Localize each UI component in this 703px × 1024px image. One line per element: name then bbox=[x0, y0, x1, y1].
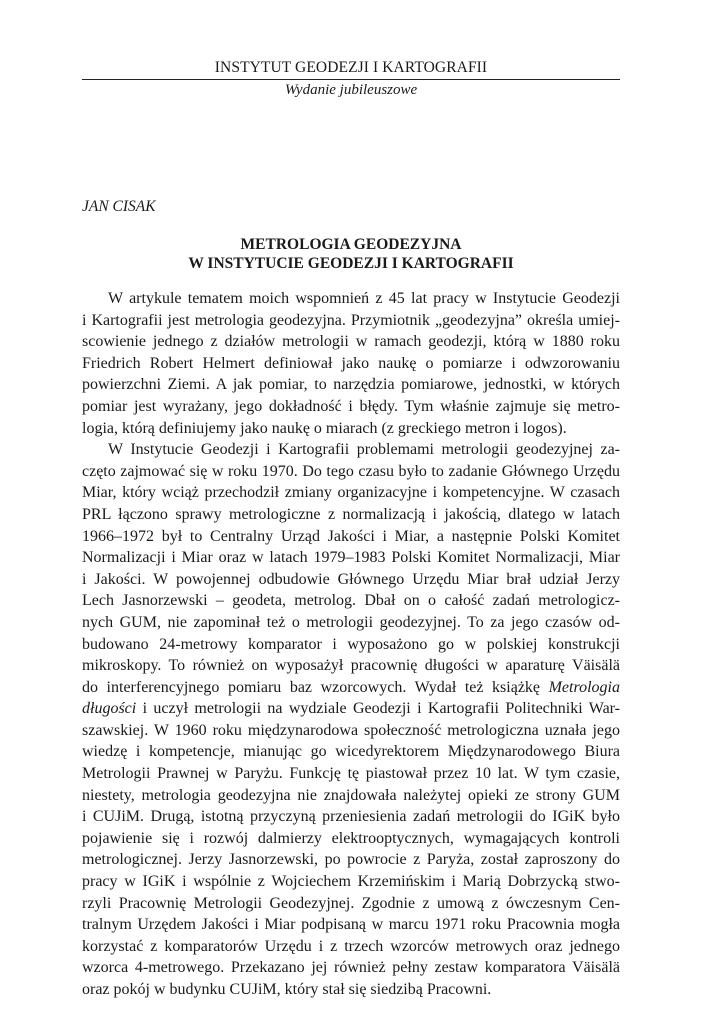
header-institute: INSTYTUT GEODEZJI I KARTOGRAFII bbox=[214, 59, 488, 76]
text-line: i CUJiM. Drugą, istotną przyczyną przeniesienia zadań metrologii do IGiK było bbox=[82, 808, 620, 826]
book-title: Metrologia bbox=[548, 678, 620, 696]
text-line: mikroskopy. To również on wyposażył pracownię długości w aparaturę Väisälä bbox=[82, 657, 620, 675]
article-body bbox=[82, 288, 620, 1001]
article-title bbox=[82, 235, 620, 273]
text-line: 1966–1972 był to Centralny Urząd Jakości i Miar, a następnie Polski Komitet bbox=[82, 527, 620, 545]
text-line: nych GUM, nie zapominał też o metrologii geodezyjnej. To za jego czasów od- bbox=[82, 613, 620, 631]
text-line: scowienie jednego z działów metrologii w ramach geodezji, którą w 1880 roku bbox=[82, 333, 620, 351]
text-fragment: i uczył metrologii na wydziale Geodezji i Kartografii Politechniki War- bbox=[136, 700, 620, 718]
text-line: wzorca 4-metrowego. Przekazano jej również pełny zestaw komparatora Väisälä bbox=[82, 959, 620, 977]
text-line: pojawienie się i rozwój dalmierzy elektrooptycznych, wymagających kontroli bbox=[82, 829, 620, 847]
book-title-cont: długości bbox=[82, 700, 137, 718]
text-line: korzystać z komparatorów Urzędu i z trzech wzorców metrowych oraz jednego bbox=[82, 937, 620, 955]
text-line: szawskiej. W 1960 roku międzynarodowa społeczność metrologiczna uznała jego bbox=[82, 721, 620, 739]
text-line: metrologicznej. Jerzy Jasnorzewski, po powrocie z Paryża, został zaproszony do bbox=[82, 851, 620, 869]
text-line: niestety, metrologia geodezyjna nie znajdowała należytej opieki ze strony GUM bbox=[82, 786, 620, 804]
text-line: Normalizacji i Miar oraz w latach 1979–1983 Polski Komitet Normalizacji, Miar bbox=[82, 549, 620, 567]
text-line: Miar, który wciąż przechodził zmiany organizacyjne i kompetencyjne. W czasach bbox=[82, 484, 620, 502]
text-line: tralnym Urzędem Jakości i Miar podpisaną w marcu 1971 roku Pracownia mogła bbox=[82, 916, 620, 934]
text-line: i Kartografii jest metrologia geodezyjna. Przymiotnik „geodezyjna” określa umiej- bbox=[82, 311, 620, 329]
text-line bbox=[82, 677, 620, 699]
text-line: W Instytucie Geodezji i Kartografii problemami metrologii geodezyjnej za- bbox=[108, 441, 620, 459]
text-line: logia, którą definiujemy jako naukę o miarach (z greckiego metron i logos). bbox=[82, 419, 567, 437]
title-line-1: METROLOGIA GEODEZYJNA bbox=[240, 236, 462, 253]
text-line: Friedrich Robert Helmert definiował jako naukę o pomiarze i odwzorowaniu bbox=[82, 354, 620, 372]
text-line: oraz pokój w budynku CUJiM, który stał się siedzibą Pracowni. bbox=[82, 981, 492, 998]
text-line bbox=[82, 698, 620, 720]
text-line: pracy w IGiK i wspólnie z Wojciechem Krzemińskim i Marią Dobrzycką stwo- bbox=[82, 873, 620, 891]
header-edition: Wydanie jubileuszowe bbox=[284, 82, 418, 98]
text-line: budowano 24-metrowy komparator i wyposażono go w polskiej konstrukcji bbox=[82, 635, 620, 653]
text-line: wiedzę i kompetencje, mianując go wicedyrektorem Międzynarodowego Biura bbox=[82, 743, 620, 761]
text-line: i Jakości. W powojennej odbudowie Głównego Urzędu Miar brał udział Jerzy bbox=[82, 570, 620, 588]
text-line: Metrologii Prawnej w Paryżu. Funkcję tę piastował przez 10 lat. W tym czasie, bbox=[82, 765, 620, 783]
text-line: Lech Jasnorzewski – geodeta, metrolog. Dbał on o całość zadań metrologicz- bbox=[82, 592, 620, 610]
text-line: pomiar jest wyrażany, jego dokładność i błędy. Tym właśnie zajmuje się metro- bbox=[82, 397, 620, 415]
text-line: powierzchni Ziemi. A jak pomiar, to narzędzia pomiarowe, jednostki, w których bbox=[82, 376, 620, 394]
text-line: rzyli Pracownię Metrologii Geodezyjnej. Zgodnie z umową z ówczesnym Cen- bbox=[82, 894, 620, 912]
text-fragment: do interferencyjnego pomiaru baz wzorcowych. Wydał też książkę bbox=[82, 678, 549, 696]
article-author: JAN CISAK bbox=[82, 198, 156, 215]
text-line: PRL łączono sprawy metrologiczne z normalizacją i jakością, dlatego w latach bbox=[82, 505, 620, 523]
text-line: częto zajmować się w roku 1970. Do tego czasu było to zadanie Głównego Urzędu bbox=[82, 462, 620, 480]
running-header bbox=[82, 58, 620, 100]
title-line-2: W INSTYTUCIE GEODEZJI I KARTOGRAFII bbox=[188, 255, 514, 272]
text-line: W artykule tematem moich wspomnień z 45 lat pracy w Instytucie Geodezji bbox=[108, 290, 620, 307]
